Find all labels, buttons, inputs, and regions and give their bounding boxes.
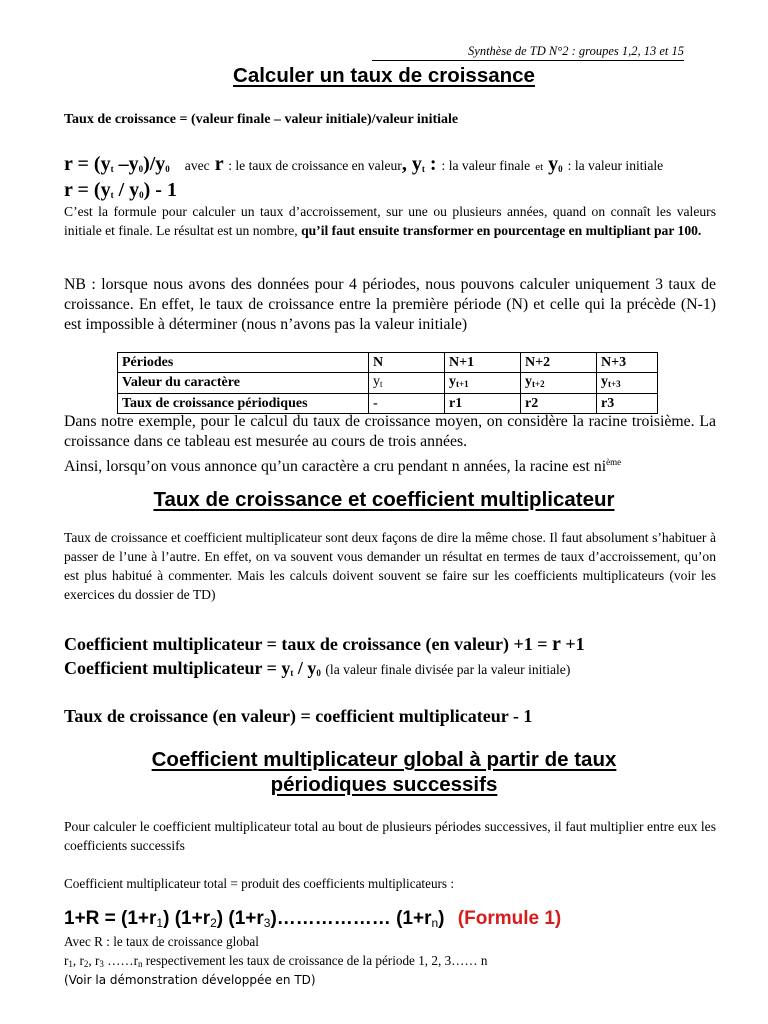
section-title-2: Taux de croissance et coefficient multiplicateur xyxy=(153,488,615,511)
table-cell: N+2 xyxy=(521,353,597,373)
table-cell: r1 xyxy=(445,394,521,414)
section-title-3: Coefficient multiplicateur global à partir de taux périodiques successifs xyxy=(151,748,617,796)
table-cell: N+1 xyxy=(445,353,521,373)
demonstration-note: (Voir la démonstration développée en TD) xyxy=(64,973,316,987)
page-header: Synthèse de TD N°2 : groupes 1,2, 13 et 15 xyxy=(372,44,684,61)
table-cell: N xyxy=(369,353,445,373)
formula-explanation: C’est la formule pour calculer un taux d’accroissement, sur une ou plusieurs années, quand on connaît les valeurs initiale et finale. Le résultat est un nombre, qu’il faut ensuite transformer en pourcentage en multipliant par 100. xyxy=(64,204,716,238)
formula-1-label: (Formule 1) xyxy=(457,908,562,929)
table-row xyxy=(118,353,658,373)
table-cell: $y_{t+2}$ xyxy=(521,373,597,394)
table-commentary: Dans notre exemple, pour le calcul du taux de croissance moyen, on considère la racine troisième. La croissance dans ce tableau est mesurée au cours de trois années. xyxy=(64,413,716,450)
coef-formula-1: Coefficient multiplicateur = taux de croissance (en valeur) +1 = r +1 xyxy=(64,633,585,655)
nb-paragraph: NB : lorsque nous avons des données pour 4 périodes, nous pouvons calculer uniquement 3 taux de croissance. En effet, le taux de croissance entre la première période (N) et celle qui la précède (N-1) est impossible à déterminer (nous n’avons pas la valeur initiale) xyxy=(64,276,716,333)
growth-rate-definition: Taux de croissance = (valeur finale – valeur initiale)/valeur initiale xyxy=(64,112,459,127)
section2-paragraph: Taux de croissance et coefficient multiplicateur sont deux façons de dire la même chose. Il faut absolument s’habituer à passer de l’une à l’autre. En effet, on va souvent vous demander un résultat en termes de taux d’accroissement, qu’on est plus habitué à commenter. Mais les calculs doivent souvent se faire sur les coefficients multiplicateurs (voir les exercices du dossier de TD) xyxy=(64,530,716,602)
periods-table xyxy=(117,352,658,414)
table-cell: $y_t$ xyxy=(369,373,445,394)
coef-formula-3: Taux de croissance (en valeur) = coefficient multiplicateur - 1 xyxy=(64,706,533,726)
global-rate-definition: Avec R : le taux de croissance global xyxy=(64,934,259,949)
table-cell: - xyxy=(369,394,445,414)
table-cell: Valeur du caractère xyxy=(118,373,369,394)
formula-r-difference: $r = (y_t$ $-y_0)/y_0$ avec r : le taux de croissance en valeur, $y_t$ : : la valeur finale et $y_0$ : la valeur initiale xyxy=(64,153,664,175)
table-row xyxy=(118,373,658,394)
section-title-1: Calculer un taux de croissance xyxy=(233,64,535,87)
table-cell: N+3 xyxy=(597,353,658,373)
total-coef-statement: Coefficient multiplicateur total = produit des coefficients multiplicateurs : xyxy=(64,876,455,891)
table-cell: $y_{t+1}$ xyxy=(445,373,521,394)
table-cell: Taux de croissance périodiques xyxy=(118,394,369,414)
coef-formula-2: Coefficient multiplicateur = $y_t / y_0$ (la valeur finale divisée par la valeur initiale) xyxy=(64,658,571,678)
period-rates-definition: $r_1$, $r_2$, $r_3$ $\dots\dots r_n$ respectivement les taux de croissance de la période 1, 2, 3…… n xyxy=(64,953,488,969)
formula-1: $1+R = (1+r_1)$ $(1+r_2)$ $(1+r_3)\dots\dots\dots\dots\dots\dots$ $(1+r_n)$ (Formule 1) xyxy=(64,908,562,930)
section3-paragraph: Pour calculer le coefficient multiplicateur total au bout de plusieurs périodes successives, il faut multiplier entre eux les coefficients successifs xyxy=(64,819,716,853)
table-cell: r3 xyxy=(597,394,658,414)
table-cell: $y_{t+3}$ xyxy=(597,373,658,394)
table-row xyxy=(118,394,658,414)
table-cell: Périodes xyxy=(118,353,369,373)
formula-r-ratio: $r = (y_t / y_0) - 1$ xyxy=(64,179,177,201)
nth-root-note: Ainsi, lorsqu’on vous annonce qu’un caractère a cru pendant n années, la racine est $ni^{ème}$ xyxy=(64,457,622,475)
table-cell: r2 xyxy=(521,394,597,414)
